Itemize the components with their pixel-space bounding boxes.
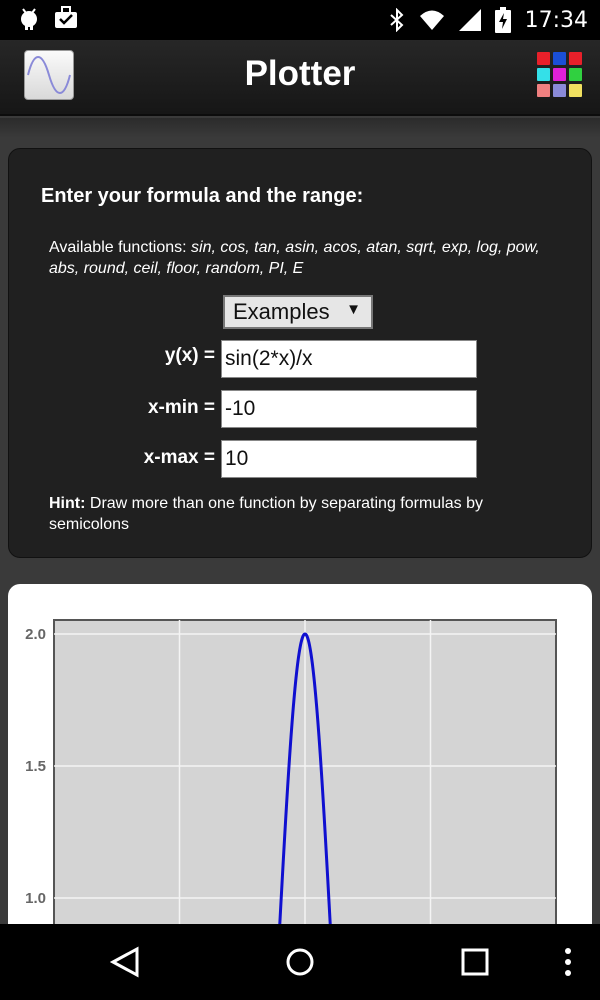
recents-icon[interactable]	[460, 946, 490, 982]
hint-body: Draw more than one function by separating formulas by semicolons	[49, 495, 483, 533]
formula-input[interactable]	[221, 340, 477, 378]
bluetooth-icon	[389, 8, 405, 32]
hint-text	[49, 493, 549, 535]
status-bar	[0, 0, 600, 40]
y-tick-label: 1.0	[25, 890, 46, 907]
examples-dropdown[interactable]	[223, 295, 373, 329]
color-grid-icon[interactable]	[537, 52, 583, 100]
dropdown-arrow-icon: ▼	[346, 301, 361, 318]
grid-square	[553, 68, 566, 81]
android-debug-icon	[18, 6, 40, 30]
functions-prefix: Available functions:	[49, 239, 187, 256]
grid-square	[537, 52, 550, 65]
xmax-input[interactable]	[221, 440, 477, 478]
y-tick-label: 1.5	[25, 758, 46, 775]
wifi-icon	[419, 9, 445, 31]
back-icon[interactable]	[110, 946, 140, 982]
home-icon[interactable]	[284, 946, 316, 982]
app-title: Plotter	[244, 54, 356, 93]
overflow-menu-icon[interactable]	[563, 946, 573, 982]
signal-icon	[459, 9, 481, 31]
available-functions-text	[49, 237, 569, 279]
functions-list: sin, cos, tan, asin, acos, atan, sqrt, exp, log, pow, abs, round, ceil, floor, random, PI, E	[49, 239, 540, 277]
y-tick-label: 2.0	[25, 626, 46, 643]
grid-square	[537, 68, 550, 81]
status-time: 17:34	[524, 7, 588, 33]
yx-label: y(x) =	[164, 345, 215, 366]
grid-square	[569, 68, 582, 81]
grid-square	[553, 84, 566, 97]
grid-square	[537, 84, 550, 97]
formula-form-card	[8, 148, 592, 558]
hint-bold: Hint:	[49, 495, 86, 512]
grid-square	[553, 52, 566, 65]
download-done-icon	[54, 6, 78, 30]
xmin-label: x-min =	[147, 397, 215, 418]
examples-label: Examples	[233, 299, 330, 324]
xmax-label: x-max =	[143, 447, 215, 468]
divider	[0, 118, 600, 138]
navigation-bar	[0, 924, 600, 1000]
grid-square	[569, 84, 582, 97]
grid-square	[569, 52, 582, 65]
battery-charging-icon	[495, 7, 511, 33]
app-bar	[0, 40, 600, 116]
xmin-input[interactable]	[221, 390, 477, 428]
form-heading: Enter your formula and the range:	[41, 185, 364, 207]
